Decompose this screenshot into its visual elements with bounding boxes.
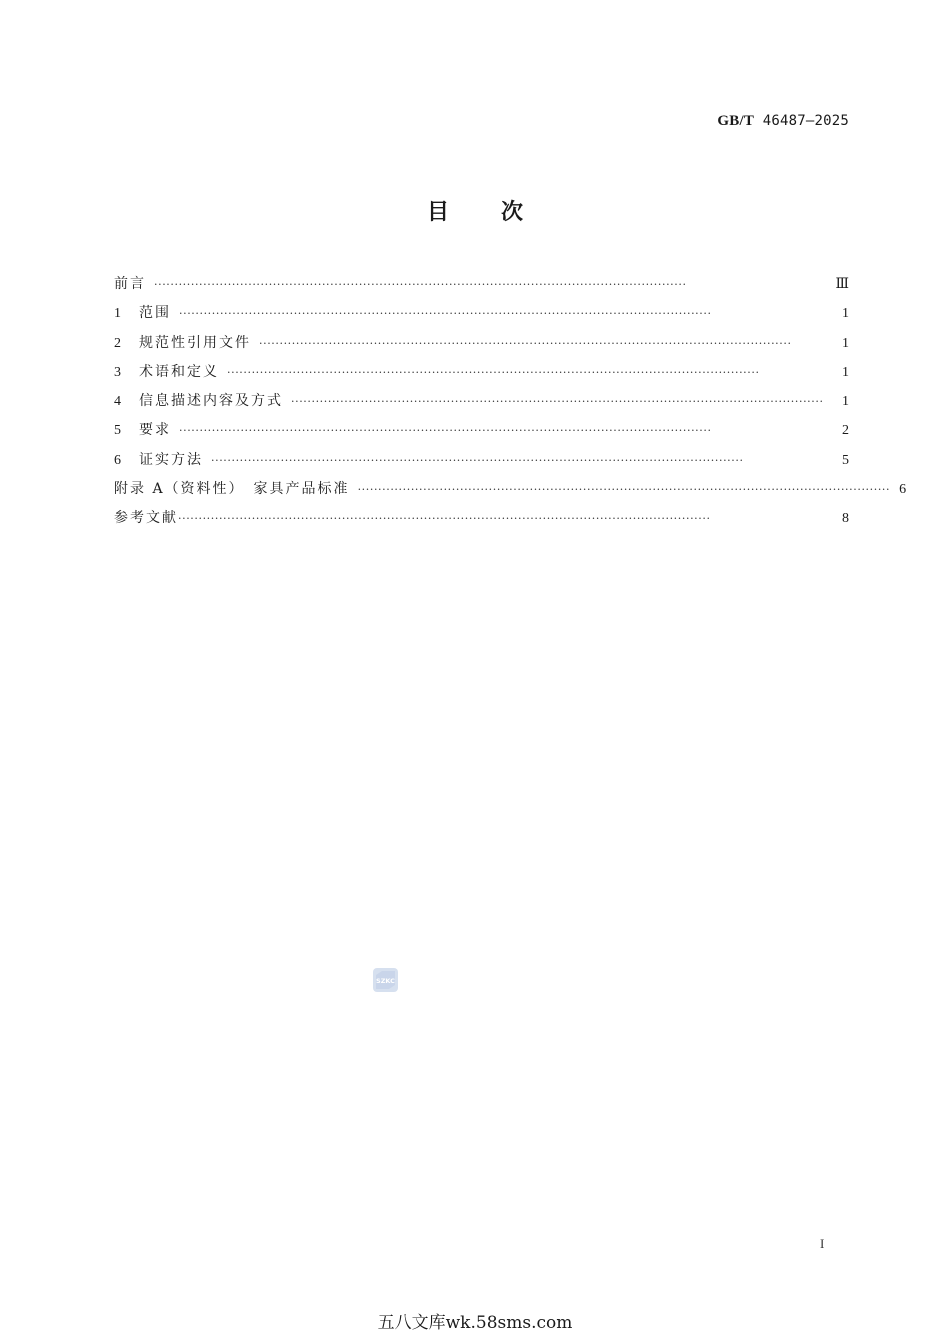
standard-number: 46487—2025: [762, 113, 849, 129]
toc-entry-label: 范围: [139, 305, 171, 322]
toc-entry-information-description[interactable]: [114, 391, 849, 420]
toc-leader-dots: ··································································································································: [179, 424, 712, 438]
toc-entry-label: 前言: [114, 276, 146, 292]
page-number: I: [820, 1236, 825, 1251]
toc-leader-dots: ··································································································································: [227, 365, 760, 379]
toc-leader-dots: ··································································································································: [291, 395, 824, 409]
toc-entry-scope[interactable]: [114, 303, 849, 332]
toc-entry-label: 证实方法: [139, 451, 203, 468]
toc-entry-number: 5: [114, 423, 121, 439]
toc-entry-page: 8: [842, 511, 849, 527]
toc-entry-requirements[interactable]: [114, 420, 849, 449]
toc-leader-dots: ··································································································································: [211, 453, 744, 467]
toc-entry-page: 6: [899, 482, 907, 498]
toc-entry-number: 3: [114, 364, 121, 380]
toc-entry-page: 1: [842, 394, 849, 410]
toc-entry-foreword[interactable]: [114, 274, 849, 303]
toc-entry-page: 1: [842, 335, 849, 351]
title-char-2: 次: [501, 200, 524, 225]
toc-entry-number: 2: [114, 335, 121, 351]
toc-entry-label: 规范性引用文件: [139, 334, 251, 351]
toc-entry-verification-methods[interactable]: [114, 450, 849, 479]
table-of-contents: [114, 274, 907, 538]
toc-entry-page: 2: [842, 423, 849, 439]
toc-entry-number: 4: [114, 394, 121, 410]
watermark-logo-text: SZKC: [376, 977, 395, 985]
toc-entry-bibliography[interactable]: [114, 508, 849, 537]
toc-entry-number: 6: [114, 452, 121, 468]
footer-site-text: 五八文库wk.58sms.com: [377, 1313, 573, 1333]
toc-entry-label: 要求: [139, 422, 171, 439]
toc-entry-number: 1: [114, 306, 121, 322]
standard-prefix: GB/T: [717, 113, 755, 129]
toc-entry-page: Ⅲ: [835, 277, 849, 292]
toc-entry-label: 附录 A（资料性） 家具产品标准: [114, 481, 350, 498]
toc-entry-terms-definitions[interactable]: [114, 362, 849, 391]
toc-leader-dots: ··································································································································: [259, 336, 792, 350]
toc-entry-normative-references[interactable]: [114, 333, 849, 362]
title-char-1: 目: [426, 200, 449, 225]
toc-entry-label: 术语和定义: [139, 363, 219, 380]
standard-code: [717, 113, 849, 130]
toc-leader-dots: ··································································································································: [154, 278, 687, 291]
toc-entry-page: 1: [842, 364, 849, 380]
toc-leader-dots: ··································································································································: [179, 307, 712, 321]
toc-entry-label: 信息描述内容及方式: [139, 393, 283, 410]
watermark-logo-icon: [373, 968, 398, 992]
toc-entry-page: 1: [842, 306, 849, 322]
toc-leader-dots: ··································································································································: [357, 483, 891, 497]
toc-entry-annex-a[interactable]: [114, 479, 907, 508]
toc-leader-dots: ··································································································································: [178, 512, 711, 526]
toc-entry-label: 参考文献: [114, 510, 178, 527]
page-title: [0, 195, 950, 226]
toc-entry-page: 5: [842, 452, 849, 468]
